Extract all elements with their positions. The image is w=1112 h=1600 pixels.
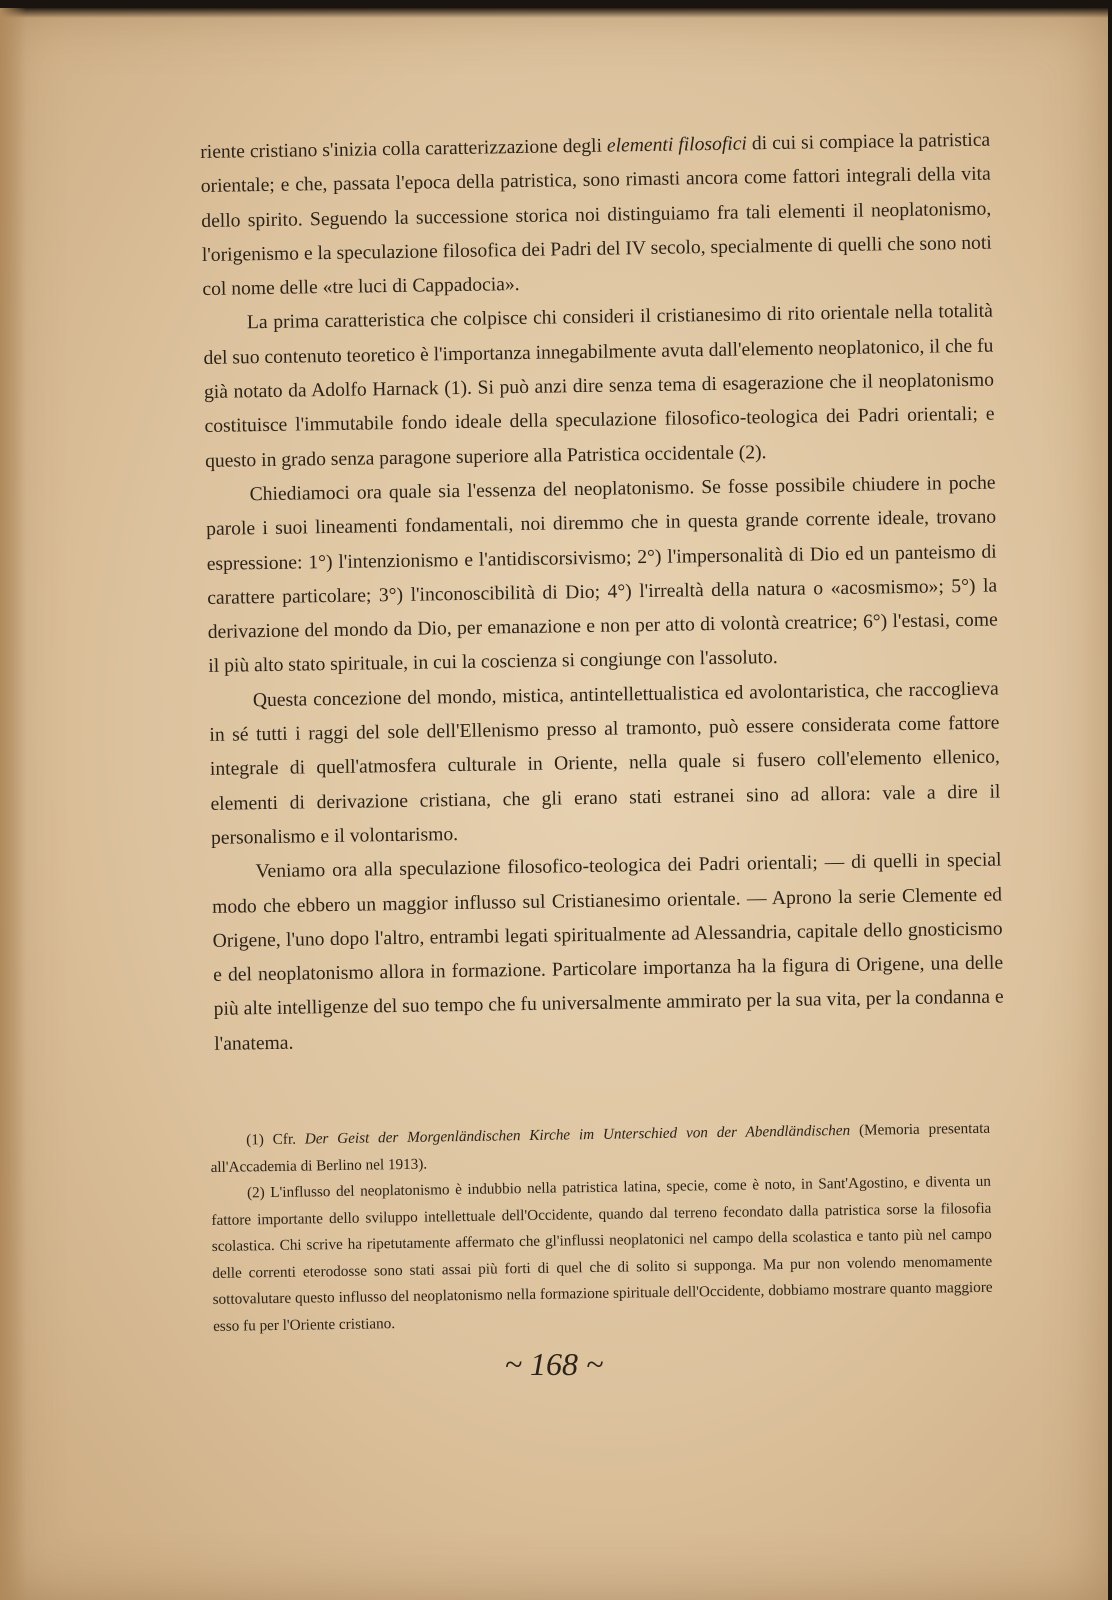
paragraph-1	[200, 124, 993, 308]
paragraph-4: Questa concezione del mondo, mistica, antintellettualistica ed avolontaristica, che raccoglieva in sé tutti i raggi del sole dell'Ellenismo presso al tramonto, può essere considerata come fattore integrale di quell'atmosfera culturale in Oriente, nella quale si fusero coll'elemento ellenico, elementi di derivazione cristiana, che gli erano stati estranei sino ad allora: vale a dire il personalismo e il volontarismo.	[209, 678, 1001, 849]
footnote-1-start: (1) Cfr.	[246, 1130, 305, 1149]
paragraph-1-italic: elementi filosofici	[606, 133, 748, 157]
footnote-1-italic: Der Geist der Morgenländischen Kirche im Unterschied von der Abendländischen	[304, 1121, 851, 1148]
page-top-shadow	[0, 8, 1108, 18]
paragraph-5: Veniamo ora alla speculazione filosofico-teologica dei Padri orientali; — di quelli in special modo che ebbero un maggior influsso sul Cristianesimo orientale. — Aprono la serie Clemente ed Origene, l'uno dopo l'altro, entrambi legati spiritualmente ad Alessandria, capitale dello gnosticismo e del neoplatonismo allora in formazione. Particolare importanza ha la figura di Origene, una delle più alte intelligenze del suo tempo che fu universalmente ammirato per la sua vita, per la condanna e l'anatema.	[211, 849, 1004, 1055]
paragraph-3: Chiediamoci ora quale sia l'essenza del neoplatonismo. Se fosse possibile chiudere in poche parole i suoi lineamenti fondamentali, noi diremmo che in questa grande corrente ideale, trovano espressione: 1°) l'intenzionismo e l'antidiscorsivismo; 2°) l'impersonalità di Dio ed un panteismo di carattere particolare; 3°) l'inconoscibilità di Dio; 4°) l'irrealtà della natura o «acosmismo»; 5°) la derivazione del mondo da Dio, per emanazione e non per atto di volontà creatrice; 6°) l'estasi, come il più alto stato spirituale, in cui la coscienza si congiunge con l'assoluto.	[206, 472, 998, 678]
footnotes	[210, 1116, 993, 1340]
paragraph-2: La prima caratteristica che colpisce chi consideri il cristianesimo di rito orientale nella totalità del suo contenuto teoretico è l'importanza innegabilmente avuta dall'elemento neoplatonico, il che fu già notato da Adolfo Harnack (1). Si può anzi dire senza tema di esagerazione che il neoplatonismo costituisce l'immutabile fondo ideale della speculazione filosofico-teologica dei Padri orientali; e questo in grado senza paragone superiore alla Patristica occidentale (2).	[203, 301, 995, 472]
page-number: ~ 168 ~	[504, 1346, 604, 1382]
paragraph-1-end: di cui si compiace la patristica orientale; e che, passata l'epoca della patristica, sono rimasti ancora come fattori integrali della vita dello spirito. Seguendo la successione storica noi distinguiamo fra tali elementi il neoplatonismo, l'origenismo e la speculazione filosofica dei Padri del IV secolo, specialmente di quelli che sono noti col nome delle «tre luci di Cappadocia».	[200, 129, 992, 301]
footnote-2: (2) L'influsso del neoplatonismo è indubbio nella patristica latina, specie, come è noto, in Sant'Agostino, e diventa un fattore importante dello sviluppo intellettuale dell'Occidente, quando dal terreno fecondato dalla patristica sorse la filosofia scolastica. Chi scrive ha ripetutamente affermato che gl'influssi neoplatonici nel campo della scolastica e tanto più nel campo delle correnti eterodosse sono stati assai più forti di quel che di solito si supponga. Ma pur non volendo menomamente sottovalutare questo influsso del neoplatonismo nella formazione spirituale dell'Occidente, dobbiamo mostrare quanto maggiore esso fu per l'Oriente cristiano.	[211, 1172, 993, 1335]
footnote-1-end: (Memoria presentata all'Accademia di Berlino nel 1913).	[210, 1119, 991, 1176]
main-text	[200, 124, 1004, 1062]
book-page	[0, 8, 1108, 1600]
paragraph-1-start: riente cristiano s'inizia colla caratterizzazione degli	[200, 135, 608, 163]
